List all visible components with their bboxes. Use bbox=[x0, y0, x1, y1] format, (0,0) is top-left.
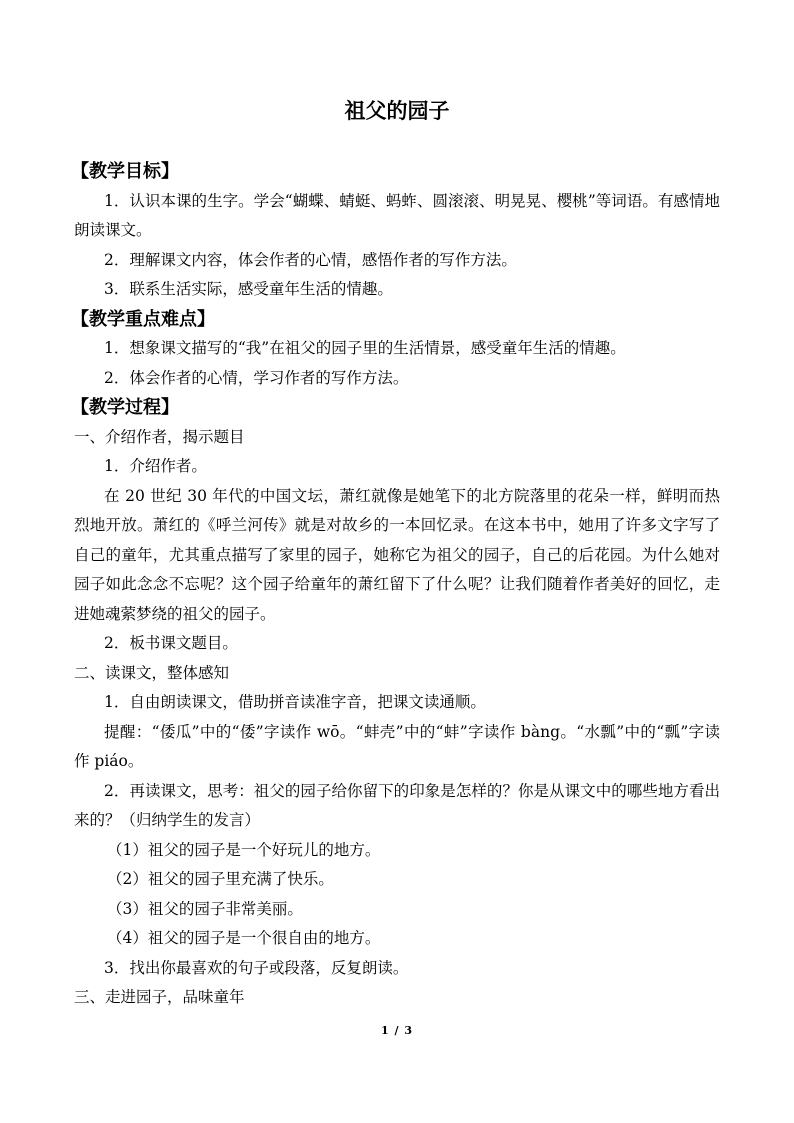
part1-paragraph: 在 20 世纪 30 年代的中国文坛，萧红就像是她笔下的北方院落里的花朵一样，鲜明而热烈地开放。萧红的《呼兰河传》就是对故乡的一本回忆录。在这本书中，她用了许多文字写了自己的童年，尤其重点描写了家里的园子，她称它为祖父的园子，自己的后花园。为什么她对园子如此念念不忘呢？这个园子给童年的萧红留下了什么呢？让我们随着作者美好的回忆，走进她魂萦梦绕的祖父的园子。 bbox=[74, 486, 720, 623]
part1-item-1: 1．介绍作者。 bbox=[104, 457, 207, 475]
part2-item-3: 3．找出你最喜欢的句子或段落，反复朗读。 bbox=[104, 958, 409, 977]
part-heading-3: 三、走进园子，品味童年 bbox=[74, 988, 245, 1006]
goal-item-2: 2．理解课文内容，体会作者的心情，感悟作者的写作方法。 bbox=[104, 250, 517, 269]
key-point-item-2: 2．体会作者的心情，学习作者的写作方法。 bbox=[104, 368, 409, 387]
goal-item-3: 3．联系生活实际，感受童年生活的情趣。 bbox=[104, 280, 393, 298]
section-heading-process: 【教学过程】 bbox=[71, 397, 179, 418]
page-number: 1 / 3 bbox=[381, 1024, 413, 1037]
part1-item-2: 2．板书课文题目。 bbox=[104, 634, 238, 652]
goal-item-1: 1．认识本课的生字。学会“蝴蝶、蜻蜓、蚂蚱、圆滚滚、明晃晃、樱桃”等词语。有感情地朗读课文。 bbox=[74, 191, 720, 239]
key-point-item-1: 1．想象课文描写的“我”在祖父的园子里的生活情景，感受童年生活的情趣。 bbox=[104, 339, 626, 357]
part2-subitem-1: （1）祖父的园子是一个好玩儿的地方。 bbox=[107, 840, 381, 859]
part2-subitem-2: （2）祖父的园子里充满了快乐。 bbox=[107, 870, 334, 888]
section-heading-goals: 【教学目标】 bbox=[71, 161, 179, 182]
part2-reminder: 提醒：“倭瓜”中的“倭”字读作 wō。“蚌壳”中的“蚌”字读作 bàng。“水瓢”中的“瓢”字读作 piáo。 bbox=[74, 722, 720, 770]
section-heading-key-points: 【教学重点难点】 bbox=[71, 308, 215, 330]
part2-subitem-4: （4）祖父的园子是一个很自由的地方。 bbox=[107, 929, 381, 947]
part2-subitem-3: （3）祖父的园子非常美丽。 bbox=[107, 899, 303, 918]
part-heading-1: 一、介绍作者，揭示题目 bbox=[74, 427, 245, 446]
part2-item-2: 2．再读课文，思考：祖父的园子给你留下的印象是怎样的？你是从课文中的哪些地方看出来的？（归纳学生的发言） bbox=[74, 781, 720, 829]
document-body bbox=[71, 157, 720, 1013]
part-heading-2: 二、读课文，整体感知 bbox=[74, 663, 230, 682]
part2-item-1: 1．自由朗读课文，借助拼音读准字音，把课文读通顺。 bbox=[104, 693, 486, 711]
document-title: 祖父的园子 bbox=[344, 98, 450, 123]
